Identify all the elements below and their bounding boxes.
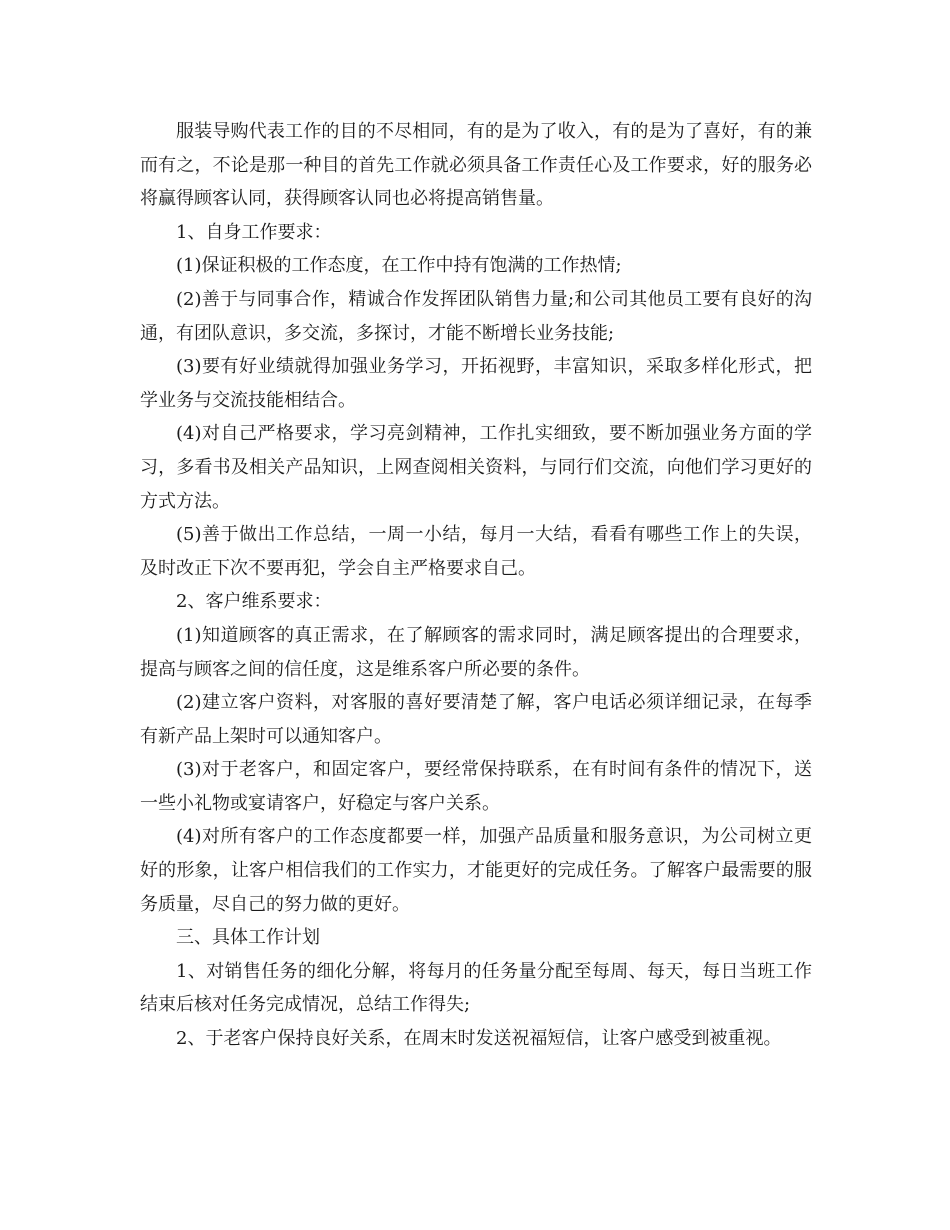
list-item: (2)善于与同事合作，精诚合作发挥团队销售力量;和公司其他员工要有良好的沟通，有团队意识，多交流，多探讨，才能不断增长业务技能; bbox=[140, 288, 812, 344]
heading-customer-maintenance: 2、客户维系要求： bbox=[176, 591, 332, 613]
list-item: (2)建立客户资料，对客服的喜好要清楚了解，客户电话必须详细记录，在每季有新产品上架时可以通知客户。 bbox=[140, 692, 812, 747]
list-item: (1)保证积极的工作态度，在工作中持有饱满的工作热情; bbox=[176, 255, 622, 277]
list-item: 1、对销售任务的细化分解，将每月的任务量分配至每周、每天，每日当班工作结束后核对任务完成情况，总结工作得失; bbox=[140, 960, 812, 1016]
list-item: (5)善于做出工作总结，一周一小结，每月一大结，看看有哪些工作上的失误，及时改正下次不要再犯，学会自主严格要求自己。 bbox=[140, 524, 812, 579]
list-item: 2、于老客户保持良好关系，在周末时发送祝福短信，让客户感受到被重视。 bbox=[176, 1028, 782, 1050]
document-body bbox=[140, 115, 812, 1056]
list-item: (3)对于老客户，和固定客户，要经常保持联系，在有时间有条件的情况下，送一些小礼物或宴请客户，好稳定与客户关系。 bbox=[140, 759, 812, 814]
list-item: (3)要有好业绩就得加强业务学习，开拓视野，丰富知识，采取多样化形式，把学业务与交流技能相结合。 bbox=[140, 356, 812, 411]
list-item: (1)知道顾客的真正需求，在了解顾客的需求同时，满足顾客提出的合理要求，提高与顾客之间的信任度，这是维系客户所必要的条件。 bbox=[140, 624, 812, 680]
paragraph-intro: 服装导购代表工作的目的不尽相同，有的是为了收入，有的是为了喜好，有的兼而有之，不论是那一种目的首先工作就必须具备工作责任心及工作要求，好的服务必将赢得顾客认同，获得顾客认同也必将提高销售量。 bbox=[140, 121, 812, 210]
list-item: (4)对所有客户的工作态度都要一样，加强产品质量和服务意识，为公司树立更好的形象，让客户相信我们的工作实力，才能更好的完成任务。了解客户最需要的服务质量，尽自己的努力做的更好。 bbox=[140, 826, 812, 915]
list-item: (4)对自己严格要求，学习亮剑精神，工作扎实细致，要不断加强业务方面的学习，多看书及相关产品知识，上网查阅相关资料，与同行们交流，向他们学习更好的方式方法。 bbox=[140, 423, 812, 512]
heading-self-requirements: 1、自身工作要求： bbox=[176, 221, 332, 243]
heading-work-plan: 三、具体工作计划 bbox=[176, 927, 320, 949]
